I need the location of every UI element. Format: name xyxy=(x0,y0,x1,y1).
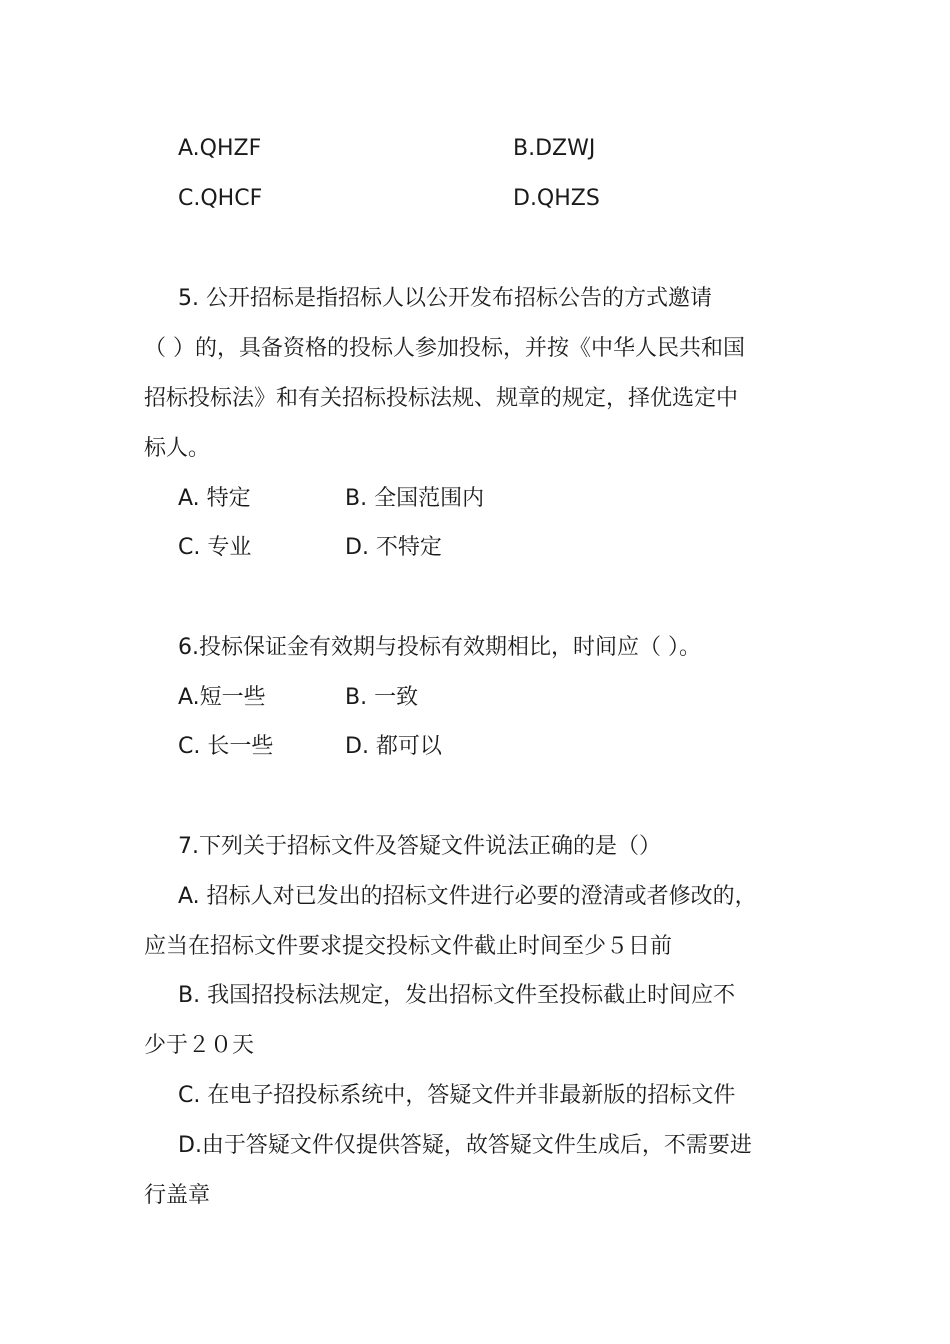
q7-option-c: C. 在电子招投标系统中，答疑文件并非最新版的招标文件 xyxy=(178,1083,736,1108)
q5-option-b: B. 全国范围内 xyxy=(345,486,485,511)
q4-option-b: B.DZWJ xyxy=(513,136,596,161)
q4-option-a: A.QHZF xyxy=(178,136,262,161)
q4-option-d: D.QHZS xyxy=(513,186,600,211)
q7-option-b-line-2: 少于２０天 xyxy=(144,1033,255,1058)
q5-stem-line-4: 标人。 xyxy=(144,436,211,461)
q5-option-a: A. 特定 xyxy=(178,486,251,511)
q4-option-c: C.QHCF xyxy=(178,186,263,211)
q6-option-c: C. 长一些 xyxy=(178,734,274,759)
q5-option-d: D. 不特定 xyxy=(345,535,442,560)
q6-stem: 6.投标保证金有效期与投标有效期相比，时间应（ ）。 xyxy=(178,635,701,660)
q6-option-d: D. 都可以 xyxy=(345,734,442,759)
q6-option-a: A.短一些 xyxy=(178,685,266,710)
q5-stem-line-3: 招标投标法》和有关招标投标法规、规章的规定，择优选定中 xyxy=(144,386,739,411)
q5-stem-line-1: 5. 公开招标是指招标人以公开发布招标公告的方式邀请 xyxy=(178,286,712,311)
q5-stem-line-2: （ ）的，具备资格的投标人参加投标，并按《中华人民共和国 xyxy=(144,336,745,361)
q7-option-d-line-2: 行盖章 xyxy=(144,1183,211,1208)
q7-option-b-line-1: B. 我国招投标法规定，发出招标文件至投标截止时间应不 xyxy=(178,983,736,1008)
q6-option-b: B. 一致 xyxy=(345,685,419,710)
q7-stem: 7.下列关于招标文件及答疑文件说法正确的是（） xyxy=(178,834,661,859)
q7-option-d-line-1: D.由于答疑文件仅提供答疑，故答疑文件生成后，不需要进 xyxy=(178,1133,752,1158)
q5-option-c: C. 专业 xyxy=(178,535,252,560)
q7-option-a-line-2: 应当在招标文件要求提交投标文件截止时间至少５日前 xyxy=(144,934,673,959)
q7-option-a-line-1: A. 招标人对已发出的招标文件进行必要的澄清或者修改的， xyxy=(178,884,757,909)
